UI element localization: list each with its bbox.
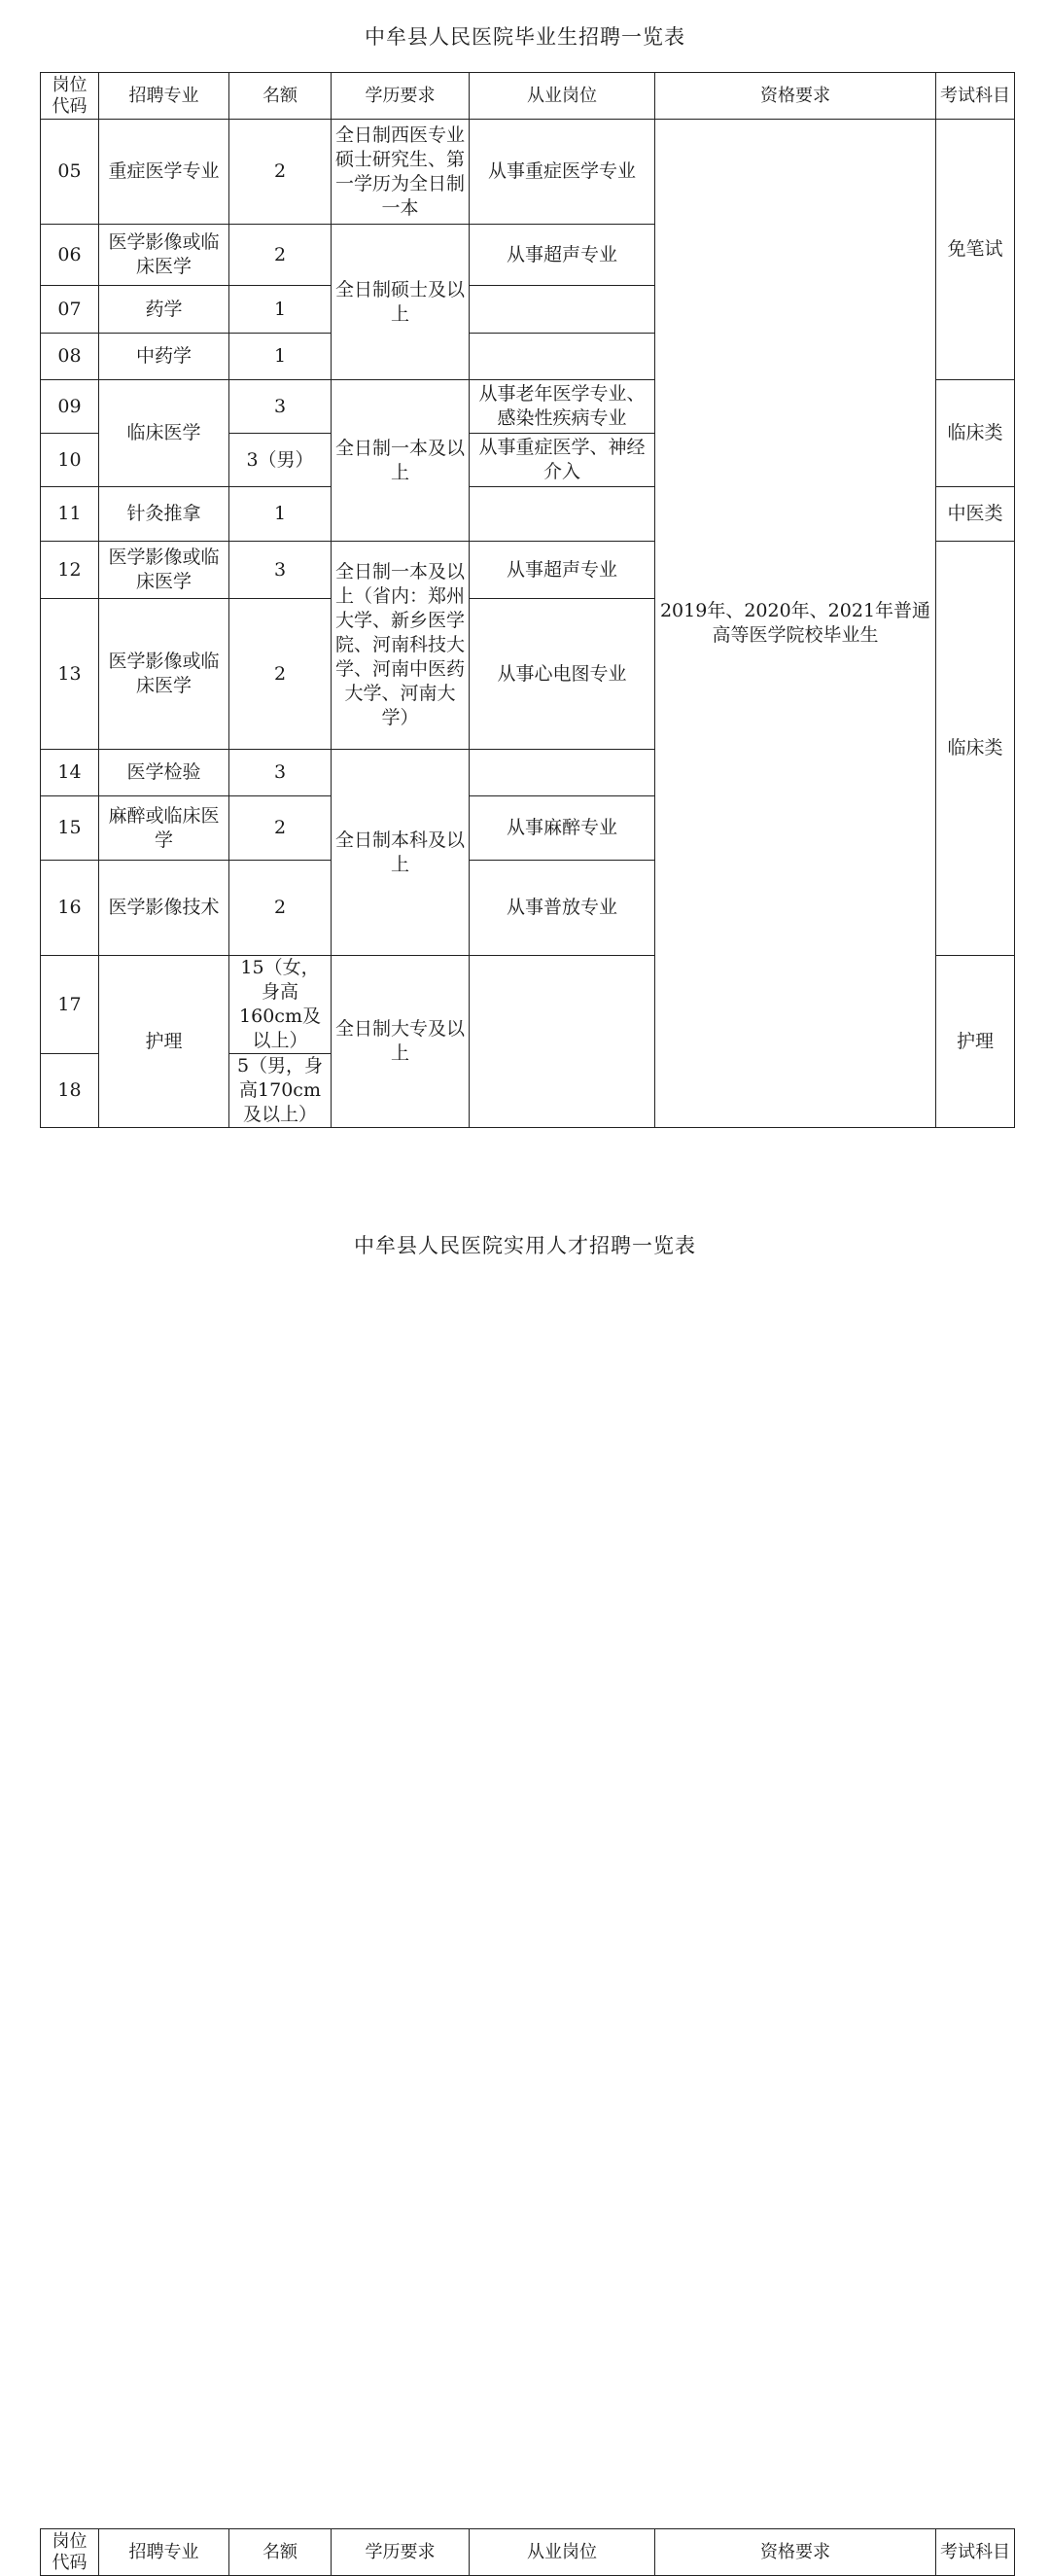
cell-quota: 2 [229, 796, 332, 861]
cell-qualification: 2019年、2020年、2021年普通高等医学院校毕业生 [655, 120, 936, 1128]
cell-exam: 护理 [936, 956, 1015, 1128]
cell-quota: 3 [229, 750, 332, 796]
cell-quota: 15（女，身高160cm及以上） [229, 956, 332, 1054]
cell-major: 针灸推拿 [99, 487, 229, 542]
cell-major: 医学影像或临床医学 [99, 599, 229, 750]
cell-position [470, 487, 655, 542]
cell-quota: 2 [229, 599, 332, 750]
cell-education: 全日制本科及以上 [332, 750, 470, 956]
cell-code: 17 [41, 956, 99, 1054]
header-code: 岗位代码 [41, 73, 99, 120]
cell-position: 从事心电图专业 [470, 599, 655, 750]
cell-code: 10 [41, 434, 99, 487]
cell-position [470, 334, 655, 380]
header-row [41, 73, 1015, 120]
header-quota: 名额 [229, 73, 332, 120]
cell-exam: 临床类 [936, 542, 1015, 956]
cell-code: 15 [41, 796, 99, 861]
cell-education: 全日制西医专业硕士研究生、第一学历为全日制一本 [332, 120, 470, 225]
cell-position: 从事普放专业 [470, 861, 655, 956]
header-position: 从业岗位 [470, 2529, 655, 2576]
cell-quota: 3（男） [229, 434, 332, 487]
cell-quota: 1 [229, 487, 332, 542]
cell-code: 14 [41, 750, 99, 796]
cell-major: 医学影像技术 [99, 861, 229, 956]
cell-major: 医学检验 [99, 750, 229, 796]
cell-quota: 2 [229, 861, 332, 956]
cell-code: 13 [41, 599, 99, 750]
practical-talent-table [40, 2528, 1015, 2576]
cell-education: 全日制大专及以上 [332, 956, 470, 1128]
cell-code: 09 [41, 380, 99, 434]
cell-position: 从事超声专业 [470, 225, 655, 286]
header-major: 招聘专业 [99, 73, 229, 120]
cell-major: 医学影像或临床医学 [99, 542, 229, 599]
header-education: 学历要求 [332, 73, 470, 120]
cell-code: 16 [41, 861, 99, 956]
cell-exam: 临床类 [936, 380, 1015, 487]
cell-code: 12 [41, 542, 99, 599]
cell-position: 从事重症医学、神经介入 [470, 434, 655, 487]
cell-quota: 1 [229, 334, 332, 380]
cell-quota: 2 [229, 225, 332, 286]
cell-position: 从事麻醉专业 [470, 796, 655, 861]
cell-code: 06 [41, 225, 99, 286]
cell-education: 全日制一本及以上（省内：郑州大学、新乡医学院、河南科技大学、河南中医药大学、河南大学） [332, 542, 470, 750]
cell-code: 07 [41, 286, 99, 334]
cell-education: 全日制硕士及以上 [332, 225, 470, 380]
cell-position: 从事重症医学专业 [470, 120, 655, 225]
cell-education: 全日制一本及以上 [332, 380, 470, 542]
cell-exam: 中医类 [936, 487, 1015, 542]
header-major: 招聘专业 [99, 2529, 229, 2576]
header-row [41, 2529, 1015, 2576]
table-title-graduates: 中牟县人民医院毕业生招聘一览表 [365, 25, 685, 49]
header-education: 学历要求 [332, 2529, 470, 2576]
cell-code: 18 [41, 1054, 99, 1128]
header-position: 从业岗位 [470, 73, 655, 120]
header-qualification: 资格要求 [655, 2529, 936, 2576]
table-title-practical-talent: 中牟县人民医院实用人才招聘一览表 [354, 1234, 696, 1257]
cell-code: 05 [41, 120, 99, 225]
cell-quota: 3 [229, 380, 332, 434]
cell-quota: 1 [229, 286, 332, 334]
cell-quota: 2 [229, 120, 332, 225]
cell-position: 从事超声专业 [470, 542, 655, 599]
cell-quota: 5（男，身高170cm及以上） [229, 1054, 332, 1128]
header-qualification: 资格要求 [655, 73, 936, 120]
cell-major: 医学影像或临床医学 [99, 225, 229, 286]
header-code: 岗位代码 [41, 2529, 99, 2576]
cell-code: 11 [41, 487, 99, 542]
header-quota: 名额 [229, 2529, 332, 2576]
table-row [41, 120, 1015, 225]
cell-code: 08 [41, 334, 99, 380]
cell-position: 从事老年医学专业、感染性疾病专业 [470, 380, 655, 434]
header-exam: 考试科目 [936, 2529, 1015, 2576]
header-exam: 考试科目 [936, 73, 1015, 120]
cell-position [470, 750, 655, 796]
second-table-clip [0, 1264, 1050, 2573]
cell-position [470, 956, 655, 1128]
cell-major: 重症医学专业 [99, 120, 229, 225]
graduate-recruitment-table [40, 72, 1015, 1128]
cell-major: 药学 [99, 286, 229, 334]
cell-exam: 免笔试 [936, 120, 1015, 380]
cell-major: 护理 [99, 956, 229, 1128]
cell-major: 临床医学 [99, 380, 229, 487]
cell-major: 中药学 [99, 334, 229, 380]
cell-quota: 3 [229, 542, 332, 599]
cell-major: 麻醉或临床医学 [99, 796, 229, 861]
cell-position [470, 286, 655, 334]
